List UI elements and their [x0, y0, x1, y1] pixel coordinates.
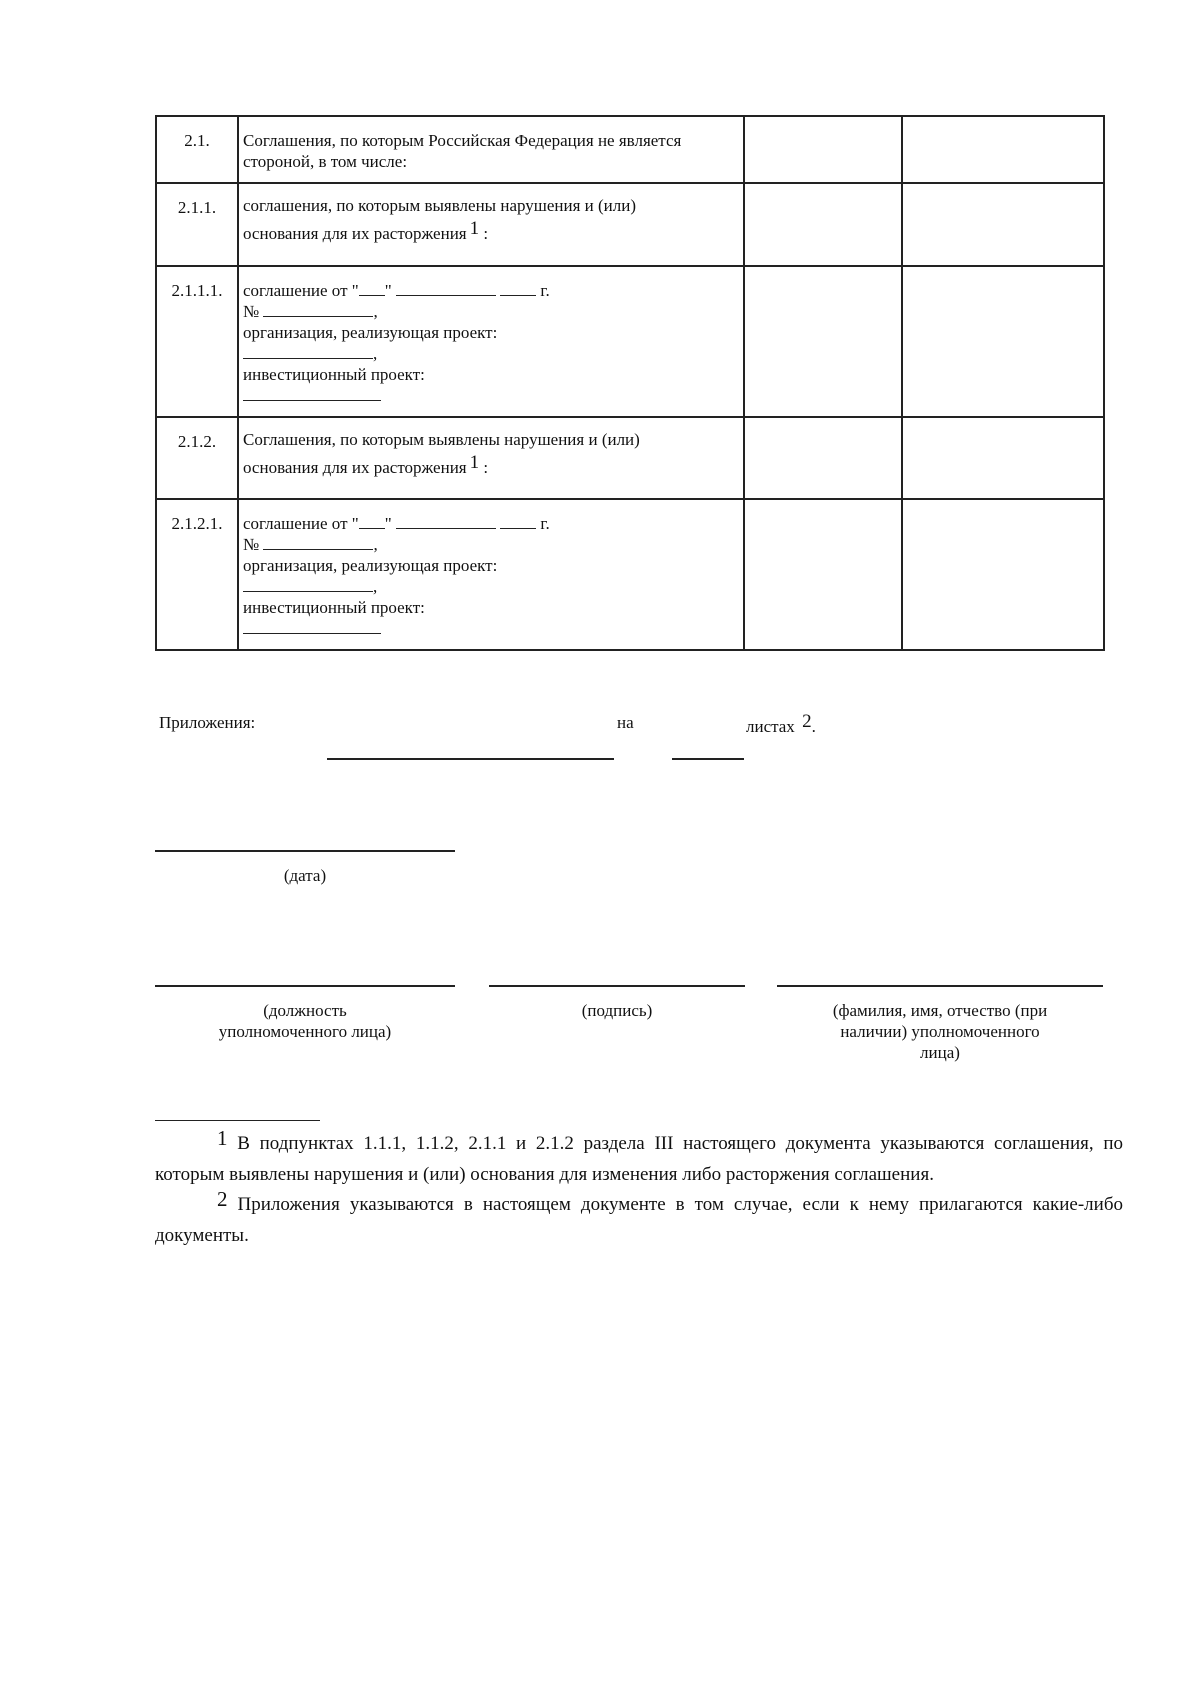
- number-blank: [263, 302, 373, 317]
- empty-cell: [902, 417, 1104, 499]
- year-suffix: г.: [540, 281, 550, 300]
- period: .: [811, 717, 816, 736]
- row-text-line: соглашения, по которым выявлены нарушения и (или): [243, 196, 637, 215]
- number-label: №: [243, 535, 260, 554]
- month-blank: [396, 281, 496, 296]
- quote-mark: ": [384, 281, 392, 300]
- quote-mark: ": [384, 514, 392, 533]
- row-text-line: Соглашения, по которым Российская Федерация не является: [243, 131, 682, 150]
- table-row: [156, 266, 1104, 417]
- row-number: 2.1.2.1.: [156, 499, 238, 650]
- org-blank: [243, 577, 373, 592]
- violations-table: [155, 115, 1105, 651]
- table-row: [156, 116, 1104, 183]
- fullname-caption: (фамилия, имя, отчество (при наличии) уполномоченного лица): [832, 1001, 1048, 1062]
- footnote-1: [155, 1127, 1123, 1190]
- date-blank: [155, 850, 455, 852]
- comma: ,: [373, 344, 378, 363]
- empty-cell: [744, 183, 902, 266]
- sheets-word: листах: [746, 717, 795, 736]
- row-number: 2.1.1.: [156, 183, 238, 266]
- number-label: №: [243, 302, 260, 321]
- year-suffix: г.: [540, 514, 550, 533]
- year-blank: [500, 514, 536, 529]
- empty-cell: [902, 116, 1104, 183]
- row-text-line: основания для их расторжения: [243, 458, 467, 477]
- empty-cell: [744, 266, 902, 417]
- signature-caption: (подпись): [581, 1001, 653, 1020]
- row-text: [238, 116, 744, 183]
- row-text: [238, 417, 744, 499]
- attachments-on: на: [617, 713, 634, 732]
- empty-cell: [744, 499, 902, 650]
- row-number: 2.1.1.1.: [156, 266, 238, 417]
- row-text-line: Соглашения, по которым выявлены нарушения и (или): [243, 430, 640, 449]
- date-caption: (дата): [283, 866, 327, 885]
- empty-cell: [902, 499, 1104, 650]
- org-label: организация, реализующая проект:: [243, 556, 498, 575]
- attachments-label: Приложения:: [159, 713, 256, 732]
- table-row: [156, 417, 1104, 499]
- empty-cell: [744, 116, 902, 183]
- project-label: инвестиционный проект:: [243, 598, 425, 617]
- footnote-mark: 1: [217, 1126, 228, 1150]
- footnote-ref: 1: [469, 218, 480, 239]
- year-blank: [500, 281, 536, 296]
- row-text: [238, 183, 744, 266]
- row-text-line: основания для их расторжения: [243, 224, 467, 243]
- org-blank: [243, 344, 373, 359]
- month-blank: [396, 514, 496, 529]
- footnote-text: Приложения указываются в настоящем документе в том случае, если к нему прилагаются какие-либо документы.: [155, 1194, 1123, 1246]
- attachments-sheets: [746, 711, 816, 737]
- footnote-2: [155, 1188, 1123, 1251]
- agreement-date-label: соглашение от ": [243, 514, 359, 533]
- sheets-count-blank: [672, 758, 744, 760]
- signature-blank: [489, 985, 745, 987]
- row-text-line: стороной, в том числе:: [243, 152, 408, 171]
- project-label: инвестиционный проект:: [243, 365, 425, 384]
- footnote-separator: [155, 1120, 320, 1121]
- footnote-ref: 1: [469, 452, 480, 473]
- empty-cell: [744, 417, 902, 499]
- comma: ,: [373, 302, 378, 321]
- agreement-fields: [238, 266, 744, 417]
- empty-cell: [902, 183, 1104, 266]
- day-blank: [359, 281, 385, 296]
- agreement-date-label: соглашение от ": [243, 281, 359, 300]
- row-number: 2.1.: [156, 116, 238, 183]
- footnote-ref: 2: [802, 711, 812, 732]
- attachments-blank: [327, 758, 614, 760]
- row-text-tail: :: [483, 224, 489, 243]
- position-caption: (должность уполномоченного лица): [218, 1001, 392, 1041]
- number-blank: [263, 535, 373, 550]
- position-blank: [155, 985, 455, 987]
- day-blank: [359, 514, 385, 529]
- org-label: организация, реализующая проект:: [243, 323, 498, 342]
- agreement-fields: [238, 499, 744, 650]
- footnote-mark: 2: [217, 1187, 228, 1211]
- project-blank: [243, 386, 381, 401]
- empty-cell: [902, 266, 1104, 417]
- fullname-blank: [777, 985, 1103, 987]
- comma: ,: [373, 535, 378, 554]
- project-blank: [243, 619, 381, 634]
- comma: ,: [373, 577, 378, 596]
- row-number: 2.1.2.: [156, 417, 238, 499]
- row-text-tail: :: [483, 458, 489, 477]
- footnote-text: В подпунктах 1.1.1, 1.1.2, 2.1.1 и 2.1.2 раздела III настоящего документа указываются соглашения, по которым выявлены нарушения и (или) основания для изменения либо расторжения соглашения.: [155, 1133, 1123, 1185]
- table-row: [156, 499, 1104, 650]
- table-row: [156, 183, 1104, 266]
